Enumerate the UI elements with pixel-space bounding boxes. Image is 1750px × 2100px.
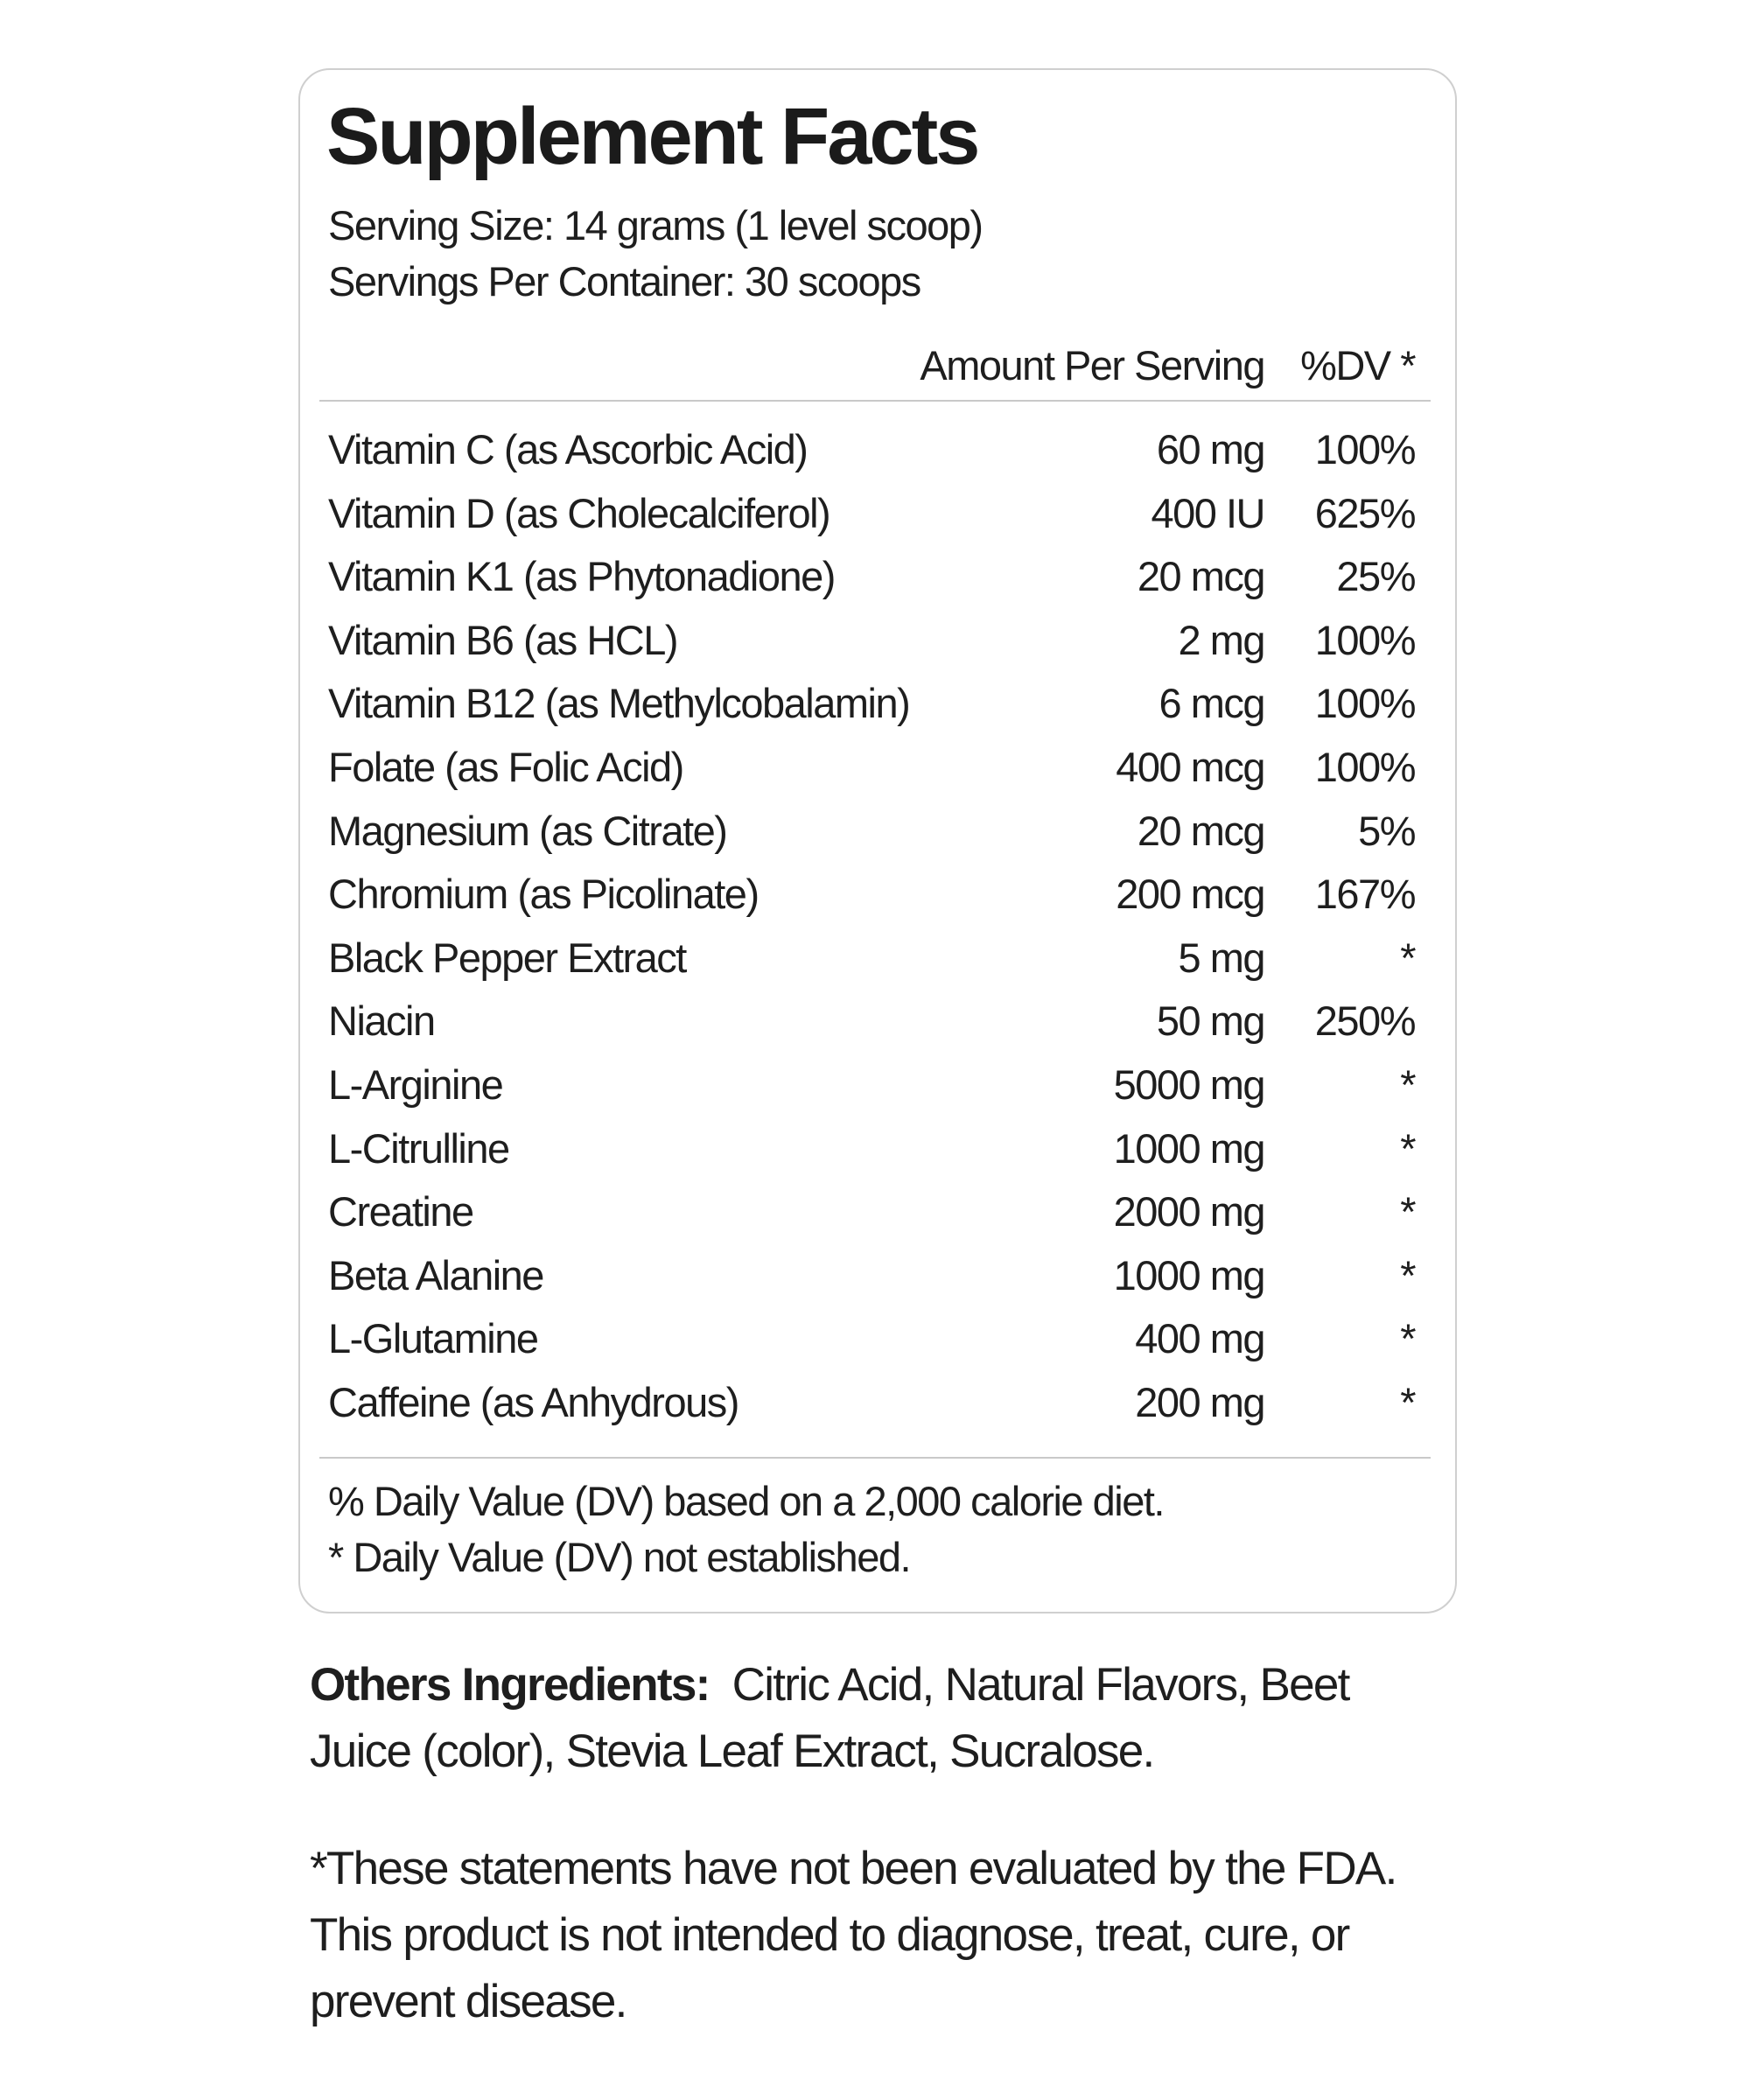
nutrient-name: Magnesium (as Citrate) — [328, 807, 727, 854]
nutrient-row — [328, 1244, 1415, 1308]
nutrient-amount: 20 mcg — [1137, 807, 1264, 854]
header-amount-per-serving: Amount Per Serving — [920, 342, 1264, 388]
serving-size: Serving Size: 14 grams (1 level scoop) — [328, 202, 983, 248]
nutrient-amount: 5000 mg — [1113, 1060, 1264, 1108]
nutrient-name: Vitamin B12 (as Methylcobalamin) — [328, 680, 910, 727]
nutrient-dv: 100% — [1314, 426, 1415, 472]
nutrient-row — [328, 863, 1415, 927]
nutrient-amount: 5 mg — [1178, 934, 1264, 981]
nutrient-amount: 6 mcg — [1158, 680, 1264, 727]
nutrient-name: Vitamin D (as Cholecalciferol) — [328, 489, 830, 536]
nutrient-dv: * — [1400, 1315, 1415, 1362]
panel-title: Supplement Facts — [326, 92, 978, 181]
nutrient-amount: 1000 mg — [1113, 1124, 1264, 1172]
nutrient-row — [328, 1054, 1415, 1117]
nutrient-row — [328, 927, 1415, 990]
nutrient-row — [328, 1371, 1415, 1435]
nutrient-name: Niacin — [328, 998, 435, 1045]
nutrient-row — [328, 418, 1415, 482]
nutrient-amount: 400 IU — [1151, 489, 1264, 536]
nutrient-name: Caffeine (as Anhydrous) — [328, 1378, 738, 1425]
nutrient-name: Beta Alanine — [328, 1251, 543, 1298]
nutrient-name: Vitamin K1 (as Phytonadione) — [328, 553, 835, 600]
other-ingredients-label: Others Ingredients: — [310, 1659, 710, 1711]
nutrient-name: Vitamin C (as Ascorbic Acid) — [328, 426, 808, 472]
footnote-daily-value: % Daily Value (DV) based on a 2,000 calorie diet. — [328, 1478, 1164, 1524]
nutrient-name: L-Glutamine — [328, 1315, 538, 1362]
nutrient-amount: 200 mg — [1135, 1378, 1264, 1425]
nutrient-amount: 1000 mg — [1113, 1251, 1264, 1298]
nutrient-amount: 400 mg — [1135, 1315, 1264, 1362]
nutrient-dv: 5% — [1358, 807, 1415, 854]
nutrient-amount: 50 mg — [1156, 998, 1264, 1045]
nutrient-amount: 20 mcg — [1137, 553, 1264, 600]
header-daily-value: %DV * — [1300, 342, 1415, 388]
other-ingredients-text: Citric Acid, Natural Flavors, Beet Juice (color), Stevia Leaf Extract, Sucralose. — [310, 1659, 1349, 1777]
nutrient-dv: * — [1400, 934, 1415, 981]
nutrient-name: Creatine — [328, 1188, 473, 1236]
nutrient-row — [328, 672, 1415, 736]
supplement-facts-panel — [298, 68, 1457, 1614]
nutrient-dv: 250% — [1314, 998, 1415, 1045]
nutrient-amount: 2000 mg — [1113, 1188, 1264, 1236]
nutrient-row — [328, 482, 1415, 546]
footnote-not-established: * Daily Value (DV) not established. — [328, 1534, 911, 1580]
nutrient-dv: 100% — [1314, 743, 1415, 790]
fda-disclaimer: *These statements have not been evaluated by the FDA. This product is not intended to diagnose, treat, cure, or prevent disease. — [310, 1843, 1396, 2027]
nutrient-row — [328, 1117, 1415, 1181]
nutrient-name: Vitamin B6 (as HCL) — [328, 616, 677, 663]
nutrient-dv: 625% — [1314, 489, 1415, 536]
nutrient-dv: * — [1400, 1378, 1415, 1425]
nutrient-dv: 100% — [1314, 616, 1415, 663]
nutrient-amount: 60 mg — [1156, 426, 1264, 472]
nutrient-name: Black Pepper Extract — [328, 934, 686, 981]
nutrient-name: Folate (as Folic Acid) — [328, 743, 683, 790]
servings-per-container: Servings Per Container: 30 scoops — [328, 258, 920, 304]
nutrient-row — [328, 609, 1415, 673]
nutrient-dv: * — [1400, 1188, 1415, 1236]
nutrient-amount: 200 mcg — [1116, 871, 1264, 918]
nutrient-dv: * — [1400, 1060, 1415, 1108]
nutrient-row — [328, 1307, 1415, 1371]
nutrient-amount: 400 mcg — [1116, 743, 1264, 790]
nutrient-dv: 100% — [1314, 680, 1415, 727]
nutrient-name: Chromium (as Picolinate) — [328, 871, 759, 918]
nutrient-row — [328, 990, 1415, 1054]
nutrient-row — [328, 800, 1415, 864]
nutrient-dv: * — [1400, 1251, 1415, 1298]
nutrient-dv: * — [1400, 1124, 1415, 1172]
nutrient-dv: 167% — [1314, 871, 1415, 918]
nutrient-name: L-Citrulline — [328, 1124, 509, 1172]
nutrient-row — [328, 1180, 1415, 1244]
nutrient-dv: 25% — [1336, 553, 1415, 600]
other-ingredients — [310, 1652, 1438, 1785]
nutrient-row — [328, 545, 1415, 609]
nutrient-row — [328, 736, 1415, 800]
nutrient-amount: 2 mg — [1178, 616, 1264, 663]
divider-bottom — [319, 1457, 1431, 1459]
nutrient-name: L-Arginine — [328, 1060, 503, 1108]
divider-top — [319, 400, 1431, 402]
nutrient-table — [328, 418, 1415, 1435]
